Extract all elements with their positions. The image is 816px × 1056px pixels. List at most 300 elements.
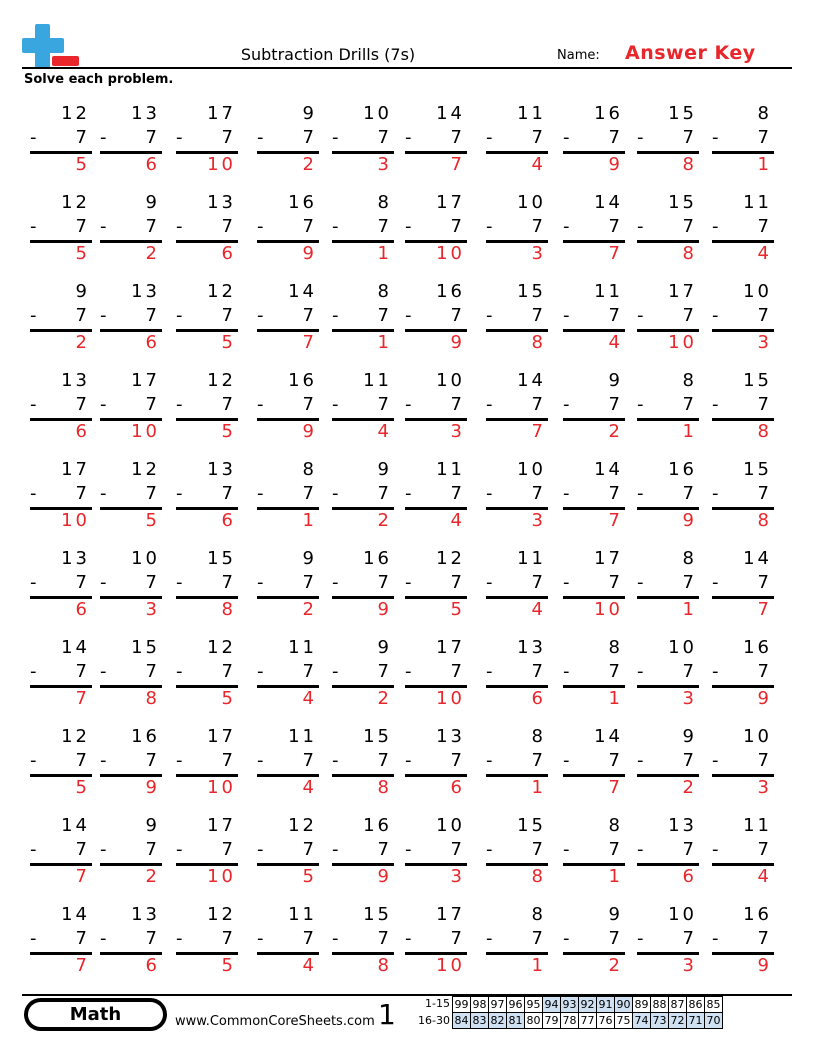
answer: 3 — [450, 421, 465, 442]
answer: 10 — [61, 510, 90, 531]
answer: 3 — [531, 510, 546, 531]
score-row — [453, 1013, 723, 1029]
minuend: 12 — [61, 726, 90, 747]
problem-item — [712, 192, 776, 262]
subtrahend: 7 — [377, 127, 392, 148]
score-cell: 70 — [706, 1014, 721, 1027]
subtrahend: 7 — [302, 127, 317, 148]
problem-item — [405, 370, 469, 440]
subtrahend: 7 — [757, 483, 772, 504]
minuend: 16 — [288, 370, 317, 391]
answer: 5 — [221, 332, 236, 353]
score-cell: 93 — [562, 998, 577, 1011]
answer: 5 — [75, 154, 90, 175]
subtrahend: 7 — [608, 483, 623, 504]
operator: - — [405, 216, 412, 237]
operator: - — [100, 928, 107, 949]
problem-item — [100, 370, 164, 440]
subtrahend: 7 — [531, 572, 546, 593]
score-cell: 97 — [490, 998, 505, 1011]
operator: - — [257, 483, 264, 504]
answer: 2 — [608, 421, 623, 442]
answer: 5 — [221, 421, 236, 442]
operator: - — [486, 572, 493, 593]
operator: - — [637, 750, 644, 771]
score-cell: 96 — [508, 998, 523, 1011]
answer: 1 — [757, 154, 772, 175]
problem-item — [712, 548, 776, 618]
score-cell: 86 — [688, 998, 703, 1011]
operator: - — [176, 928, 183, 949]
minuend: 11 — [517, 103, 546, 124]
operator: - — [176, 216, 183, 237]
subtrahend: 7 — [75, 572, 90, 593]
answer: 6 — [145, 332, 160, 353]
problem-item — [30, 281, 94, 351]
operator: - — [712, 394, 719, 415]
minuend: 8 — [682, 370, 697, 391]
minuend: 13 — [517, 637, 546, 658]
answer: 3 — [682, 955, 697, 976]
problem-item — [257, 281, 321, 351]
answer: 7 — [75, 688, 90, 709]
operator: - — [563, 394, 570, 415]
minuend: 14 — [61, 904, 90, 925]
operator: - — [405, 127, 412, 148]
problem-item — [712, 815, 776, 885]
minuend: 13 — [131, 103, 160, 124]
answer: 8 — [682, 154, 697, 175]
answer: 8 — [757, 421, 772, 442]
operator: - — [332, 127, 339, 148]
minuend: 9 — [145, 815, 160, 836]
minuend: 11 — [517, 548, 546, 569]
operator: - — [257, 394, 264, 415]
operator: - — [637, 928, 644, 949]
operator: - — [100, 572, 107, 593]
subtrahend: 7 — [450, 928, 465, 949]
answer: 3 — [682, 688, 697, 709]
problem-item — [30, 815, 94, 885]
operator: - — [30, 928, 37, 949]
subtrahend: 7 — [531, 750, 546, 771]
answer: 5 — [75, 777, 90, 798]
operator: - — [486, 750, 493, 771]
subtrahend: 7 — [608, 572, 623, 593]
problem-item — [30, 459, 94, 529]
problem-item — [30, 370, 94, 440]
subtrahend: 7 — [145, 394, 160, 415]
subtrahend: 7 — [75, 661, 90, 682]
subtrahend: 7 — [221, 483, 236, 504]
answer: 10 — [436, 243, 465, 264]
problem-item — [486, 815, 550, 885]
subject-label: Math — [28, 1002, 163, 1027]
problem-item — [257, 726, 321, 796]
subtrahend: 7 — [682, 750, 697, 771]
answer: 10 — [436, 688, 465, 709]
answer: 4 — [531, 154, 546, 175]
operator: - — [100, 661, 107, 682]
problem-item — [637, 370, 701, 440]
minuend: 9 — [145, 192, 160, 213]
answer: 9 — [608, 154, 623, 175]
operator: - — [563, 572, 570, 593]
score-cell: 91 — [598, 998, 613, 1011]
problem-item — [332, 103, 396, 173]
problem-item — [257, 815, 321, 885]
minuend: 11 — [363, 370, 392, 391]
problem-item — [637, 726, 701, 796]
problem-item — [405, 192, 469, 262]
subtrahend: 7 — [377, 928, 392, 949]
subject-badge — [24, 998, 167, 1031]
subtrahend: 7 — [450, 483, 465, 504]
minuend: 17 — [207, 103, 236, 124]
problem-item — [405, 459, 469, 529]
subtrahend: 7 — [302, 394, 317, 415]
problem-item — [100, 726, 164, 796]
subtrahend: 7 — [145, 305, 160, 326]
operator: - — [176, 305, 183, 326]
minuend: 13 — [61, 370, 90, 391]
operator: - — [332, 661, 339, 682]
score-row-label: 16-30 — [418, 1014, 450, 1027]
subtrahend: 7 — [145, 839, 160, 860]
operator: - — [712, 750, 719, 771]
operator: - — [332, 305, 339, 326]
minuend: 9 — [75, 281, 90, 302]
minuend: 14 — [288, 281, 317, 302]
answer: 8 — [377, 955, 392, 976]
score-cell: 74 — [634, 1014, 649, 1027]
operator: - — [486, 127, 493, 148]
problem-item — [332, 459, 396, 529]
score-cell: 83 — [472, 1014, 487, 1027]
problem-item — [637, 815, 701, 885]
operator: - — [486, 661, 493, 682]
answer: 2 — [75, 332, 90, 353]
minuend: 13 — [207, 192, 236, 213]
operator: - — [257, 839, 264, 860]
subtrahend: 7 — [450, 572, 465, 593]
minuend: 15 — [517, 281, 546, 302]
score-cell: 87 — [670, 998, 685, 1011]
problem-item — [100, 548, 164, 618]
operator: - — [637, 661, 644, 682]
answer: 5 — [302, 866, 317, 887]
operator: - — [100, 839, 107, 860]
answer: 7 — [450, 154, 465, 175]
page-title: Subtraction Drills (7s) — [240, 45, 416, 64]
operator: - — [712, 483, 719, 504]
problem-item — [332, 370, 396, 440]
subtrahend: 7 — [377, 483, 392, 504]
operator: - — [30, 305, 37, 326]
answer: 8 — [531, 866, 546, 887]
minuend: 8 — [302, 459, 317, 480]
problem-item — [176, 281, 240, 351]
subtrahend: 7 — [531, 661, 546, 682]
problem-item — [637, 192, 701, 262]
subtrahend: 7 — [302, 483, 317, 504]
problem-item — [486, 548, 550, 618]
answer: 3 — [450, 866, 465, 887]
minuend: 15 — [668, 192, 697, 213]
answer: 6 — [75, 421, 90, 442]
problem-item — [405, 281, 469, 351]
problem-item — [712, 370, 776, 440]
problem-item — [257, 370, 321, 440]
answer: 1 — [608, 866, 623, 887]
subtrahend: 7 — [75, 928, 90, 949]
page-number: 1 — [378, 998, 396, 1031]
operator: - — [637, 394, 644, 415]
operator: - — [257, 216, 264, 237]
subtrahend: 7 — [302, 305, 317, 326]
answer: 3 — [757, 777, 772, 798]
subtrahend: 7 — [757, 394, 772, 415]
minuend: 9 — [302, 103, 317, 124]
minuend: 16 — [363, 815, 392, 836]
operator: - — [486, 928, 493, 949]
problem-item — [712, 637, 776, 707]
subtrahend: 7 — [450, 839, 465, 860]
subtrahend: 7 — [75, 839, 90, 860]
minuend: 13 — [131, 281, 160, 302]
answer: 2 — [377, 510, 392, 531]
problem-item — [637, 548, 701, 618]
score-cell: 71 — [688, 1014, 703, 1027]
operator: - — [405, 305, 412, 326]
score-cell: 95 — [526, 998, 541, 1011]
problem-item — [712, 726, 776, 796]
minuend: 15 — [363, 726, 392, 747]
minuend: 9 — [608, 904, 623, 925]
problem-item — [100, 815, 164, 885]
problem-item — [176, 192, 240, 262]
problem-item — [563, 103, 627, 173]
operator: - — [332, 572, 339, 593]
answer: 7 — [531, 421, 546, 442]
subtrahend: 7 — [531, 305, 546, 326]
minuend: 14 — [61, 637, 90, 658]
operator: - — [712, 305, 719, 326]
answer: 10 — [207, 866, 236, 887]
answer: 4 — [757, 866, 772, 887]
answer: 6 — [531, 688, 546, 709]
answer: 8 — [531, 332, 546, 353]
problem-item — [257, 192, 321, 262]
subtrahend: 7 — [221, 216, 236, 237]
minuend: 8 — [377, 192, 392, 213]
minuend: 14 — [594, 726, 623, 747]
subtrahend: 7 — [221, 127, 236, 148]
operator: - — [30, 127, 37, 148]
problem-item — [712, 281, 776, 351]
subtrahend: 7 — [75, 127, 90, 148]
answer: 3 — [377, 154, 392, 175]
operator: - — [176, 572, 183, 593]
minuend: 14 — [594, 192, 623, 213]
subtrahend: 7 — [531, 839, 546, 860]
score-row-label: 1-15 — [425, 997, 450, 1010]
subtrahend: 7 — [608, 216, 623, 237]
operator: - — [30, 661, 37, 682]
subtrahend: 7 — [682, 572, 697, 593]
answer: 10 — [436, 955, 465, 976]
minuend: 11 — [436, 459, 465, 480]
subtrahend: 7 — [531, 394, 546, 415]
subtrahend: 7 — [145, 750, 160, 771]
answer: 1 — [608, 688, 623, 709]
problem-item — [176, 815, 240, 885]
operator: - — [563, 305, 570, 326]
minuend: 12 — [61, 103, 90, 124]
answer: 7 — [302, 332, 317, 353]
answer: 8 — [221, 599, 236, 620]
minuend: 12 — [207, 281, 236, 302]
answer: 1 — [682, 421, 697, 442]
answer: 6 — [682, 866, 697, 887]
subtrahend: 7 — [377, 839, 392, 860]
minuend: 15 — [131, 637, 160, 658]
score-cell: 80 — [526, 1014, 541, 1027]
operator: - — [405, 483, 412, 504]
operator: - — [332, 394, 339, 415]
problem-item — [30, 192, 94, 262]
problem-item — [176, 103, 240, 173]
subtrahend: 7 — [757, 661, 772, 682]
operator: - — [486, 394, 493, 415]
answer: 4 — [302, 955, 317, 976]
subtrahend: 7 — [757, 127, 772, 148]
operator: - — [405, 750, 412, 771]
score-cell: 73 — [652, 1014, 667, 1027]
operator: - — [257, 661, 264, 682]
score-cell: 78 — [562, 1014, 577, 1027]
minuend: 9 — [608, 370, 623, 391]
problem-item — [563, 548, 627, 618]
minuend: 11 — [743, 192, 772, 213]
problem-item — [563, 192, 627, 262]
operator: - — [30, 750, 37, 771]
problem-item — [486, 281, 550, 351]
minuend: 10 — [436, 370, 465, 391]
answer: 1 — [531, 955, 546, 976]
score-cell: 75 — [616, 1014, 631, 1027]
minuend: 16 — [743, 904, 772, 925]
subtrahend: 7 — [221, 750, 236, 771]
subtrahend: 7 — [302, 928, 317, 949]
operator: - — [30, 839, 37, 860]
subtrahend: 7 — [450, 394, 465, 415]
problem-item — [712, 103, 776, 173]
answer: 4 — [302, 688, 317, 709]
minuend: 15 — [363, 904, 392, 925]
problem-item — [30, 548, 94, 618]
minuend: 16 — [743, 637, 772, 658]
answer: 3 — [531, 243, 546, 264]
answer: 2 — [145, 243, 160, 264]
subtrahend: 7 — [682, 928, 697, 949]
answer: 7 — [608, 777, 623, 798]
subtrahend: 7 — [145, 216, 160, 237]
minuend: 16 — [594, 103, 623, 124]
subtrahend: 7 — [145, 661, 160, 682]
subtrahend: 7 — [145, 127, 160, 148]
problem-item — [332, 815, 396, 885]
score-cell: 92 — [580, 998, 595, 1011]
minuend: 14 — [517, 370, 546, 391]
subtrahend: 7 — [377, 750, 392, 771]
operator: - — [332, 483, 339, 504]
subtrahend: 7 — [450, 216, 465, 237]
operator: - — [486, 483, 493, 504]
minuend: 9 — [377, 637, 392, 658]
problem-item — [637, 904, 701, 974]
minuend: 15 — [668, 103, 697, 124]
operator: - — [176, 127, 183, 148]
problem-item — [332, 281, 396, 351]
answer: 7 — [75, 866, 90, 887]
minuend: 10 — [668, 637, 697, 658]
subtrahend: 7 — [757, 928, 772, 949]
answer: 1 — [377, 243, 392, 264]
minuend: 8 — [531, 726, 546, 747]
problem-item — [30, 904, 94, 974]
operator: - — [637, 483, 644, 504]
problem-item — [486, 370, 550, 440]
minuend: 17 — [436, 904, 465, 925]
problem-item — [637, 103, 701, 173]
subtrahend: 7 — [302, 750, 317, 771]
answer: 9 — [377, 866, 392, 887]
answer: 1 — [377, 332, 392, 353]
minuend: 17 — [207, 726, 236, 747]
problem-item — [30, 637, 94, 707]
answer: 9 — [757, 955, 772, 976]
minuend: 12 — [288, 815, 317, 836]
score-cell: 85 — [706, 998, 721, 1011]
problem-item — [257, 904, 321, 974]
operator: - — [176, 394, 183, 415]
answer: 2 — [145, 866, 160, 887]
operator: - — [563, 928, 570, 949]
answer: 2 — [608, 955, 623, 976]
answer: 10 — [594, 599, 623, 620]
operator: - — [405, 928, 412, 949]
operator: - — [176, 750, 183, 771]
score-cell: 94 — [544, 998, 559, 1011]
operator: - — [486, 216, 493, 237]
minuend: 14 — [743, 548, 772, 569]
operator: - — [332, 839, 339, 860]
operator: - — [637, 839, 644, 860]
subtrahend: 7 — [302, 572, 317, 593]
website-link[interactable]: www.CommonCoreSheets.com — [175, 1014, 375, 1029]
operator: - — [405, 661, 412, 682]
score-cell: 84 — [454, 1014, 469, 1027]
problem-item — [332, 637, 396, 707]
problem-item — [176, 548, 240, 618]
operator: - — [30, 394, 37, 415]
minuend: 11 — [288, 904, 317, 925]
score-cell: 77 — [580, 1014, 595, 1027]
problem-item — [176, 370, 240, 440]
answer: 10 — [131, 421, 160, 442]
answer: 2 — [377, 688, 392, 709]
